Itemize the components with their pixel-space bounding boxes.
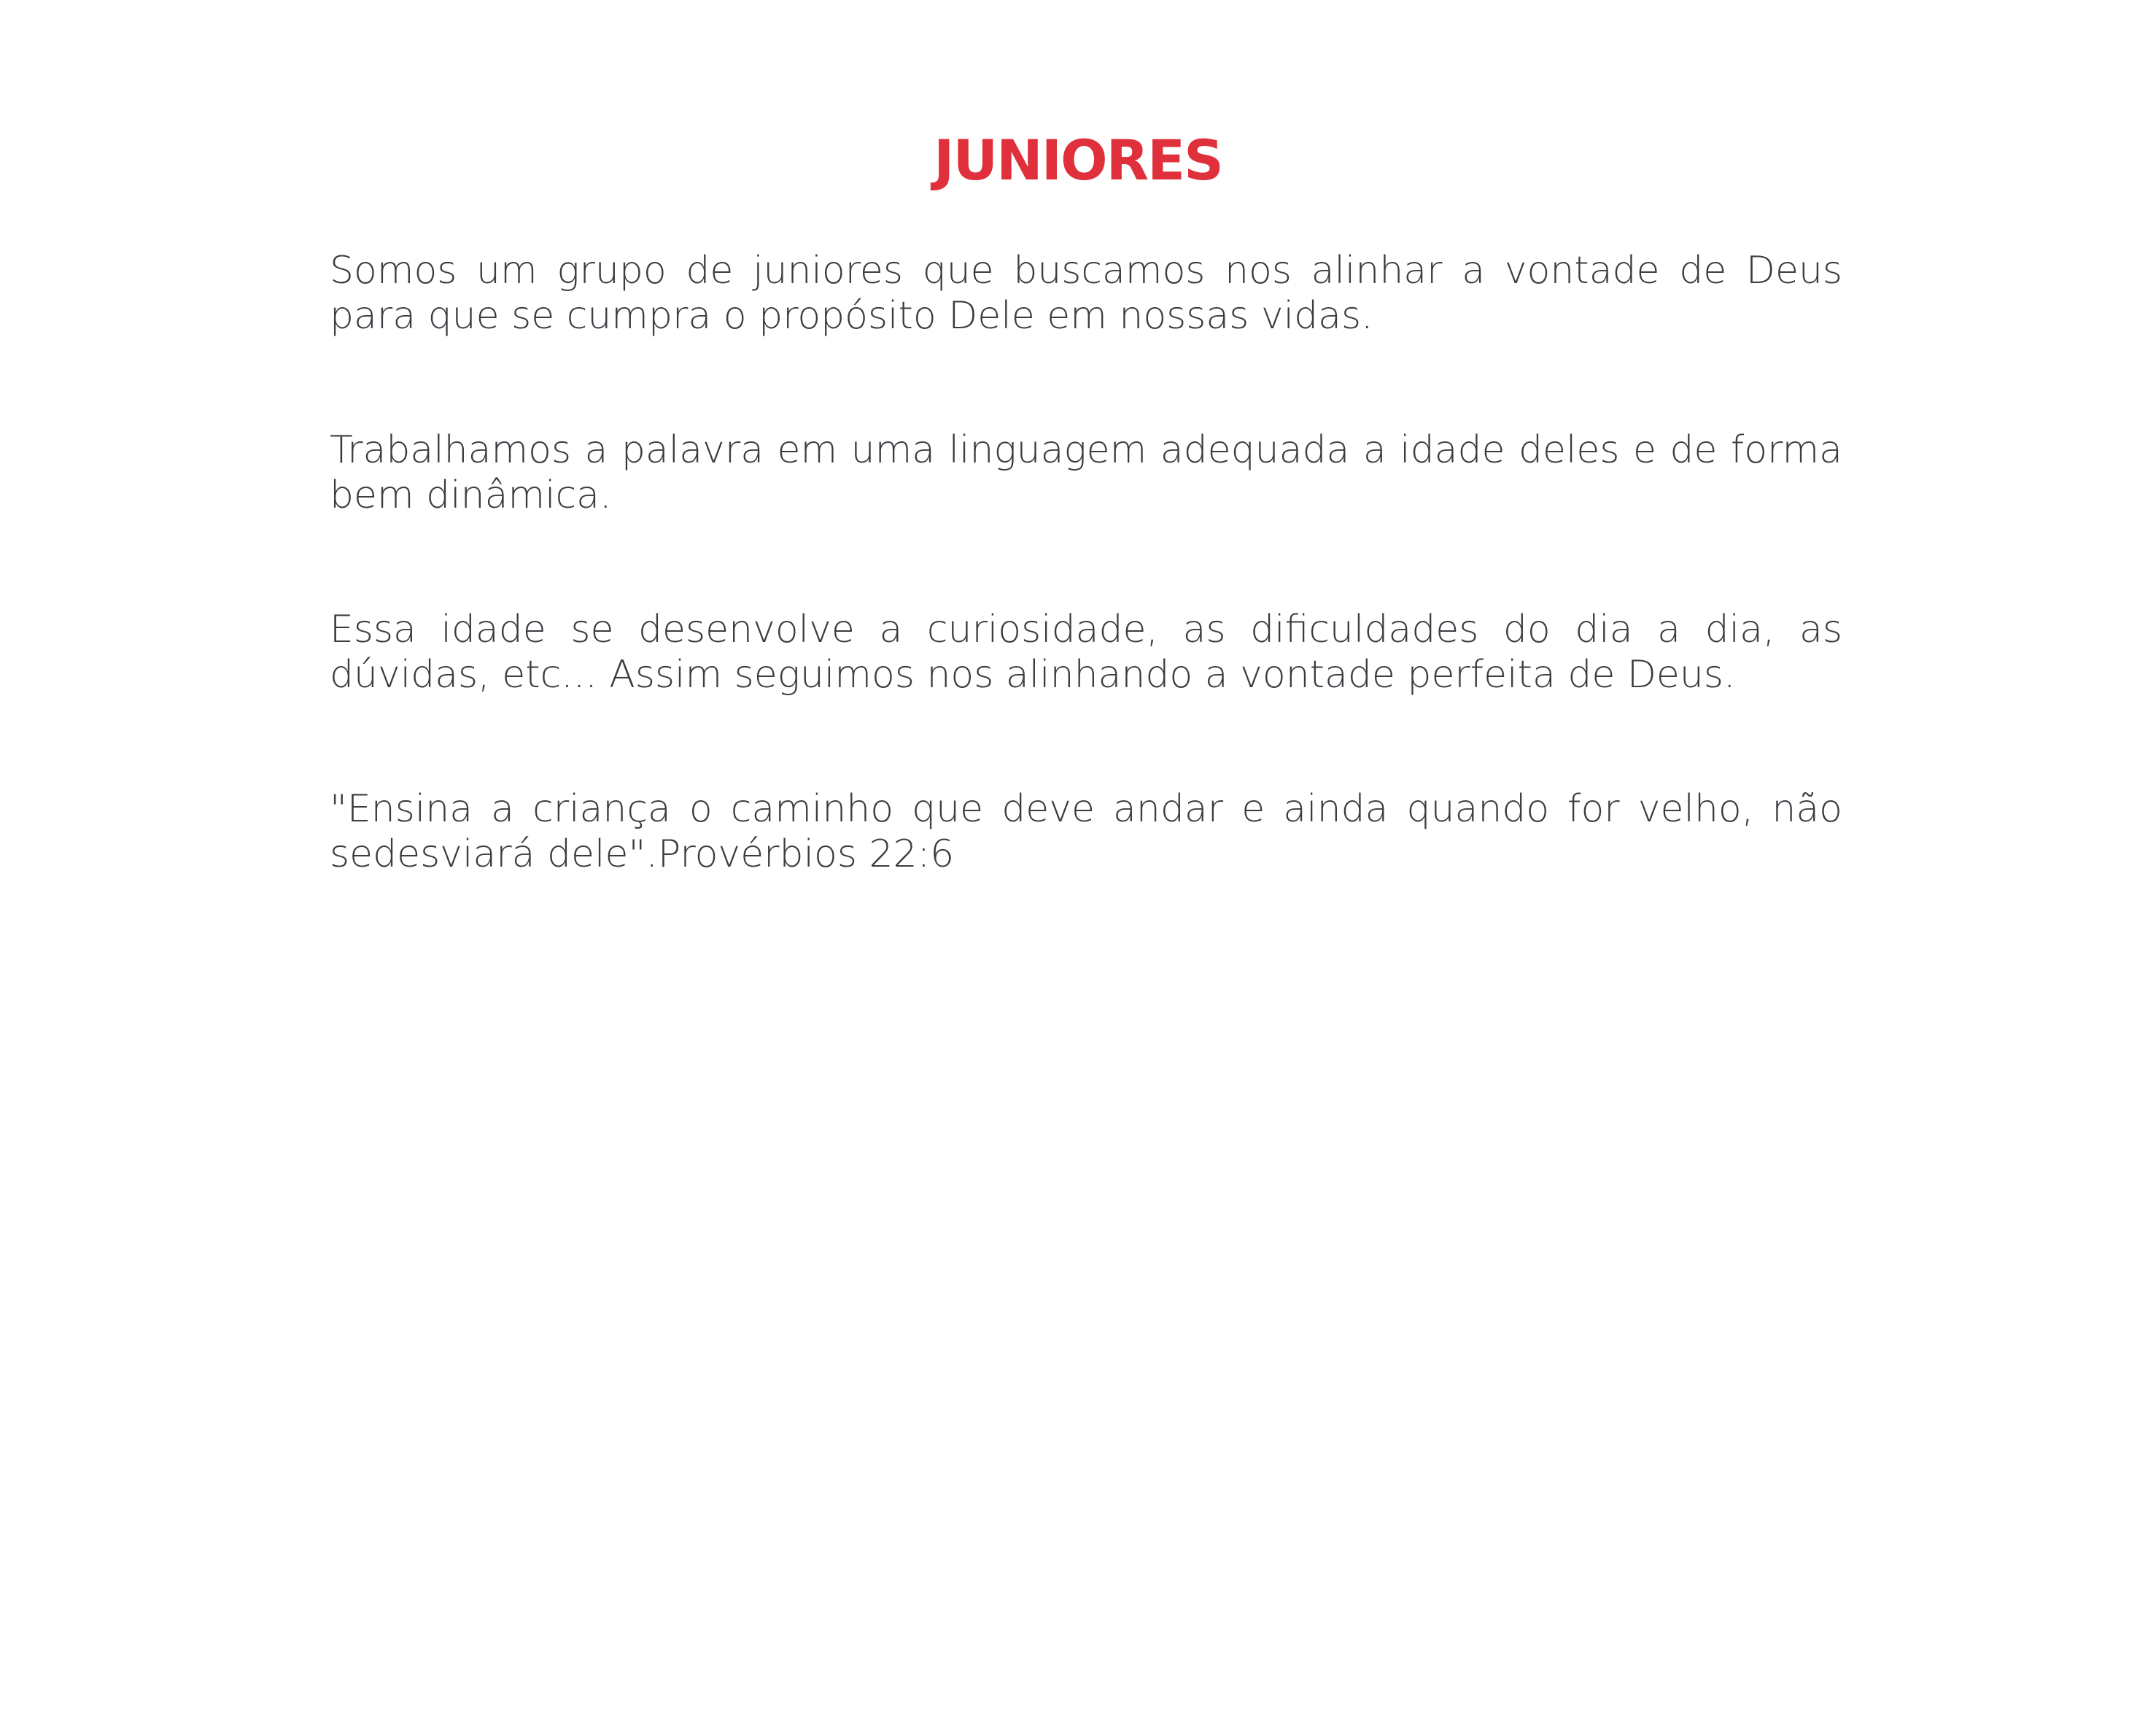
paragraph-age: Essa idade se desenvolve a curiosidade, as dificuldades do dia a dia, as dúvidas, etc... Assim seguimos nos alinhando a vontade perfeita de Deus. [330,608,1842,697]
paragraph-verse: "Ensina a criança o caminho que deve andar e ainda quando for velho, não sedesviará dele".Provérbios 22:6 [330,787,1842,876]
section-content [330,248,1842,877]
paragraph-method: Trabalhamos a palavra em uma linguagem adequada a idade deles e de forma bem dinâmica. [330,428,1842,517]
paragraph-intro: Somos um grupo de juniores que buscamos nos alinhar a vontade de Deus para que se cumpra o propósito Dele em nossas vidas. [330,249,1842,338]
page-title: JUNIORES [934,128,1222,193]
